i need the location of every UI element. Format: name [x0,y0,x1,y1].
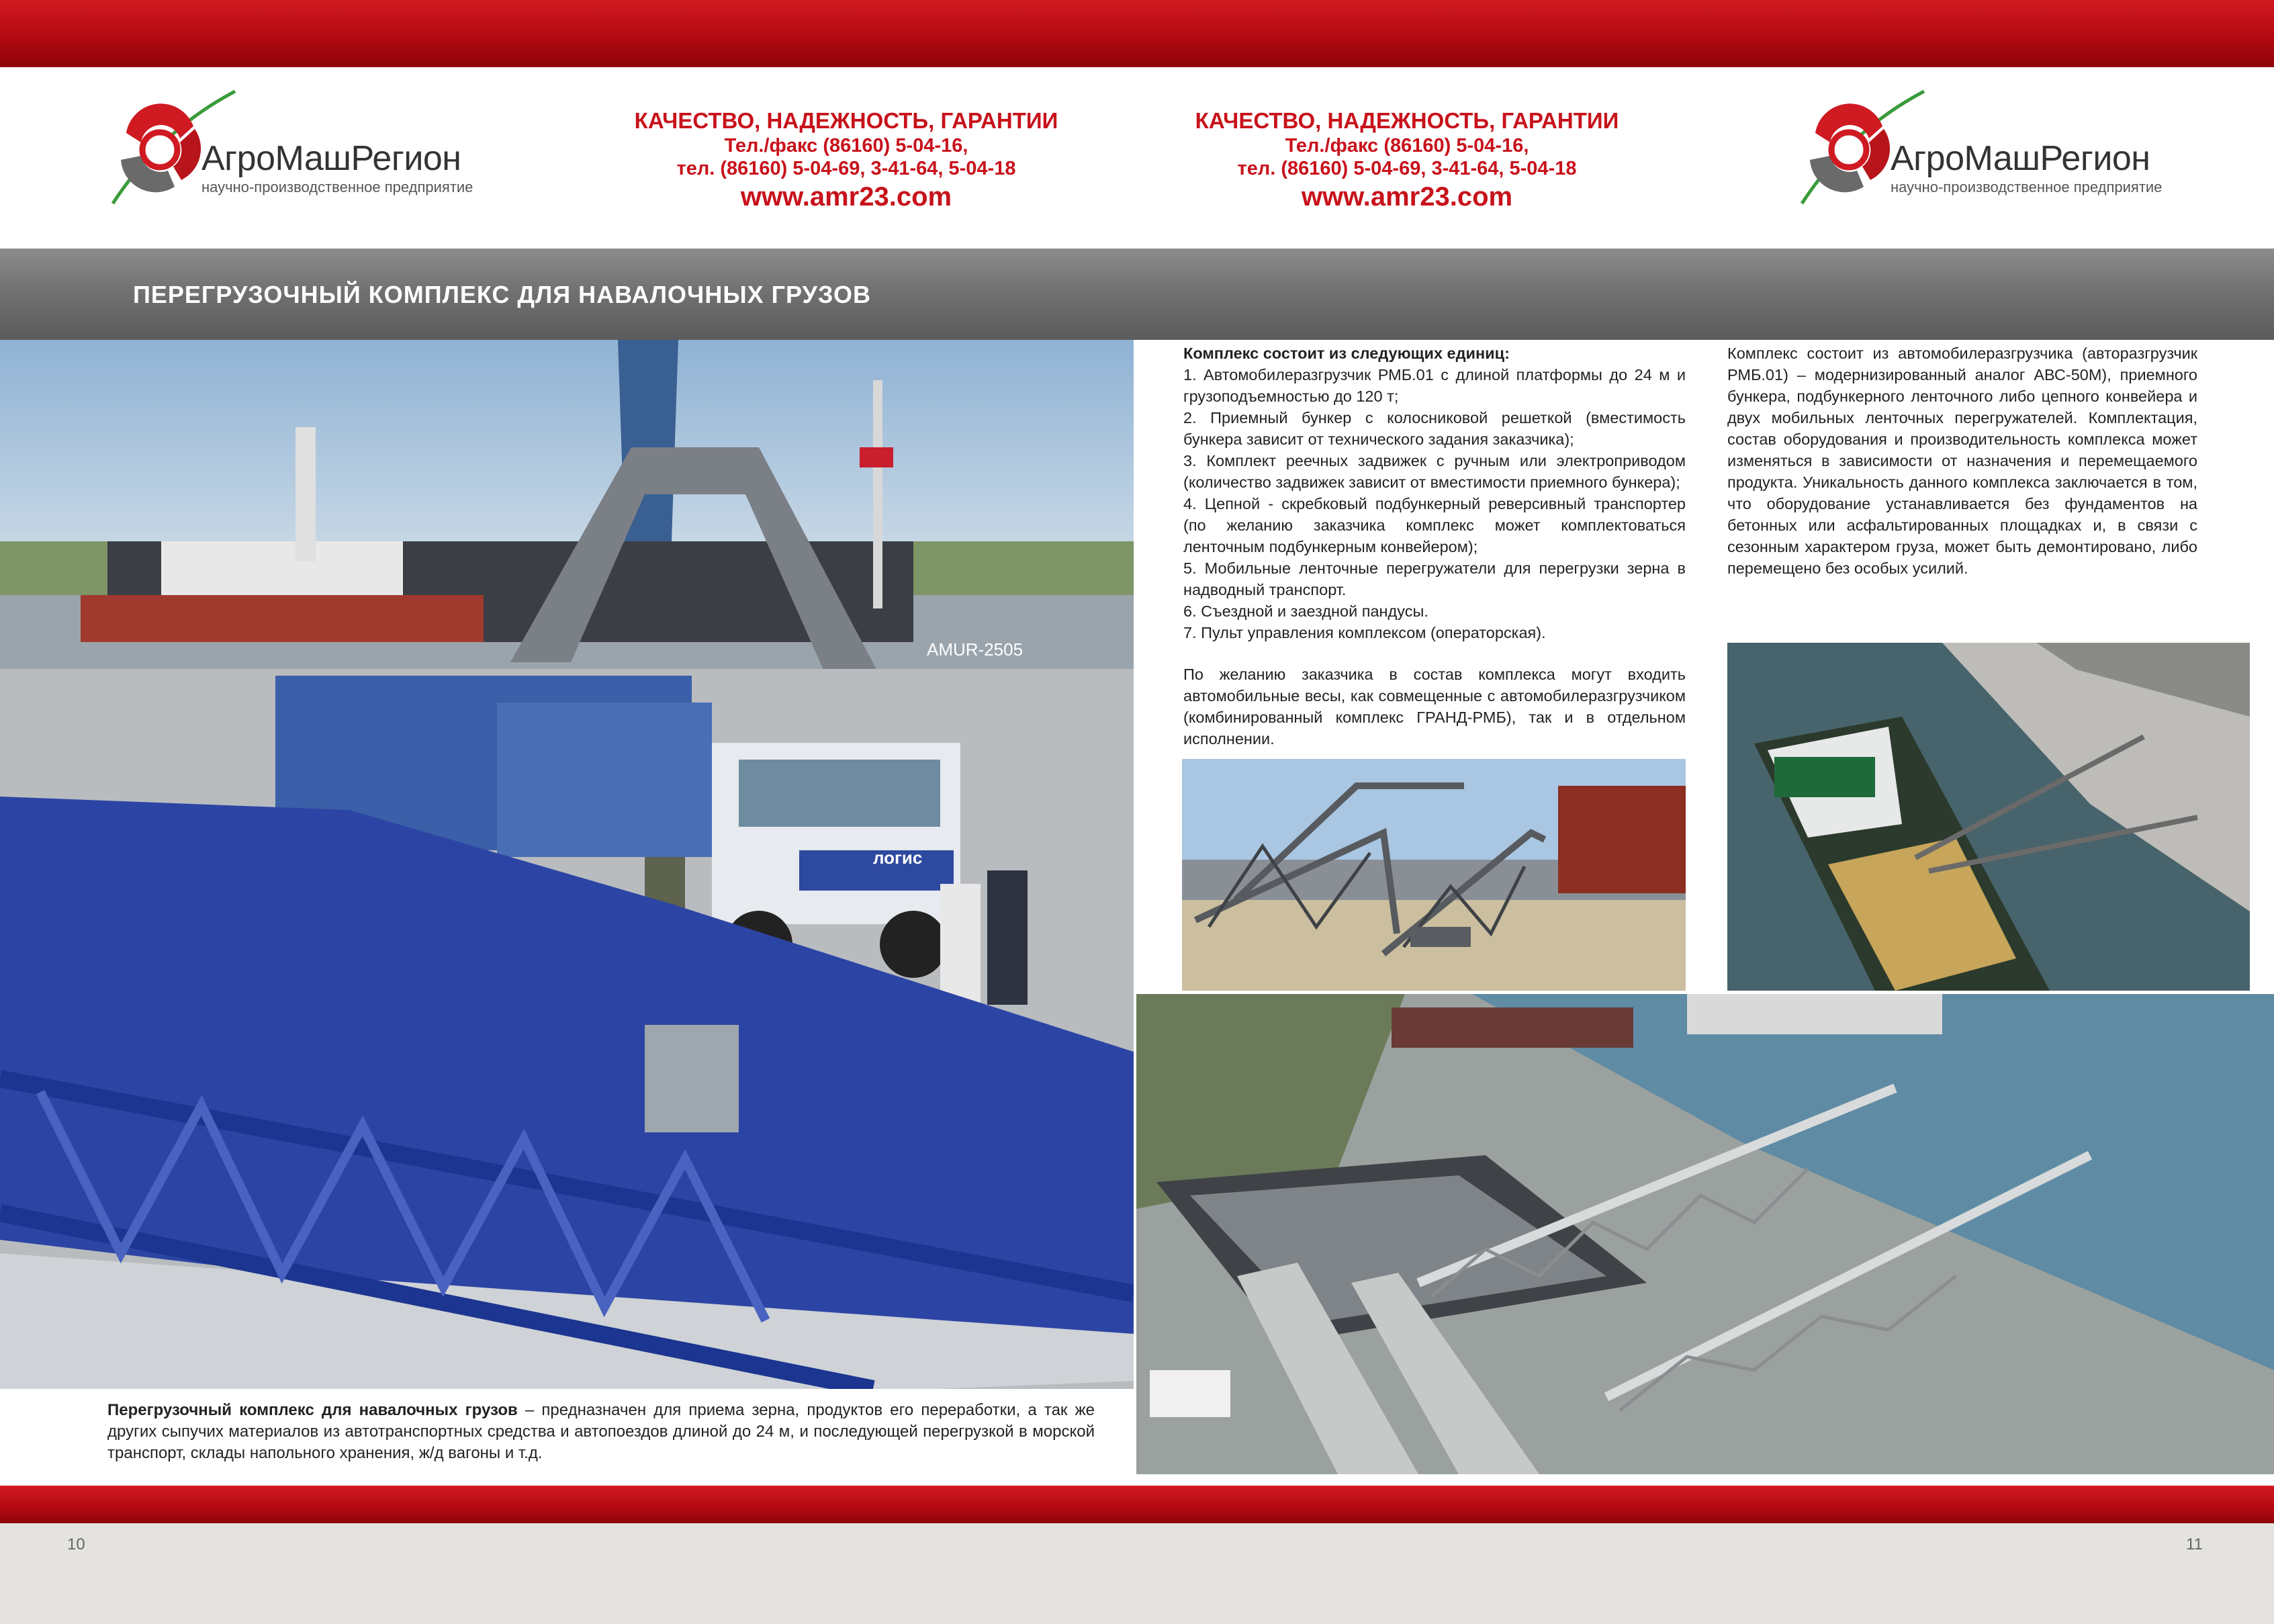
section-title-band [0,249,2274,340]
photo-truck-unloading [0,340,1134,1389]
components-item: 3. Комплект реечных задвижек с ручным или электроприводом (количество задвижек зависит от вместимости приемного бункера); [1183,452,1686,491]
contact-website[interactable]: www.amr23.com [740,182,952,212]
footer [0,1523,2274,1624]
components-item: 1. Автомобилеразгрузчик РМБ.01 с длиной платформы до 24 м и грузоподъемностью до 120 т; [1183,366,1686,405]
complex-description: Комплекс состоит из автомобилеразгрузчика (авторазгрузчик РМБ.01) – модернизированный аналог АВС-50М), приемного бункера, подбункерного ленточного либо цепного конвейера и двух мобильных ленточных перегружателей. Комплектация, состав оборудования и производительность комплекса может изменяться в зависимости от назначения и перемещаемого продукта. Уникальность данного комплекса заключается в том, что оборудование устанавливается без фундаментов на бетонных или асфальтированных площадках и, в связи с сезонным характером груза, может быть демонтировано, либо перемещено без особых усилий. [1727,345,2197,577]
contact-phone-fax: Тел./факс (86160) 5-04-16, [1285,135,1529,156]
contact-tagline: КАЧЕСТВО, НАДЕЖНОСТЬ, ГАРАНТИИ [634,108,1058,133]
components-item: 5. Мобильные ленточные перегружатели для перегрузки зерна в надводный транспорт. [1183,559,1686,598]
ship-hull-label: АМUR-2505 [927,639,1024,660]
bottom-red-band [0,1486,2274,1523]
photo-aerial-complex [1136,994,2274,1474]
brand-logo-right [1790,86,2193,240]
page-number-left: 10 [67,1535,85,1553]
components-note: По желанию заказчика в состав комплекса могут входить автомобильные весы, как совмещенные с автомобилеразгрузчиком (комбинированный комплекс ГРАНД-РМБ), так и в отдельном исполнении. [1183,666,1686,748]
truck-door-label: логис [873,848,923,868]
contact-phone-fax: Тел./факс (86160) 5-04-16, [724,135,968,156]
brand-name: АгроМашРегион [201,139,461,178]
brand-logo-left [101,86,504,240]
brand-subtitle: научно-производственное предприятие [201,179,473,195]
contact-block-right [1172,107,1642,214]
photo-conveyors-port [1182,759,1686,991]
section-title: ПЕРЕГРУЗОЧНЫЙ КОМПЛЕКС ДЛЯ НАВАЛОЧНЫХ ГРУЗОВ [133,281,872,308]
contact-tagline: КАЧЕСТВО, НАДЕЖНОСТЬ, ГАРАНТИИ [1195,108,1619,133]
contact-website[interactable]: www.amr23.com [1301,182,1513,212]
main-caption-text: – предназначен для приема зерна, продуктов его переработки, а так же других сыпучих материалов из автотранспортных средства и автопоездов длиной до 24 м, и последующей перегрузкой в морской транспорт, склады напольного хранения, ж/д вагоны и т.д. [107,1401,1095,1462]
components-item: 4. Цепной - скребковый подбункерный реверсивный транспортер (по желанию заказчика комплекс может комплектоваться ленточным подбункерным конвейером); [1183,495,1686,555]
components-item: 2. Приемный бункер с колосниковой решеткой (вместимость бункера зависит от технического задания заказчика); [1183,409,1686,448]
contact-phones: тел. (86160) 5-04-69, 3-41-64, 5-04-18 [1237,158,1577,179]
components-item: 6. Съездной и заездной пандусы. [1183,602,1428,620]
main-caption [107,1400,1095,1464]
photo-aerial-ship-loading [1727,643,2250,991]
main-caption-title: Перегрузочный комплекс для навалочных грузов [107,1401,518,1419]
top-red-band [0,0,2274,67]
brand-subtitle: научно-производственное предприятие [1891,179,2163,195]
contact-block-left [611,107,1081,214]
components-item: 7. Пульт управления комплексом (операторская). [1183,624,1546,641]
page-number-right: 11 [2186,1535,2203,1553]
components-list [1183,343,1686,750]
contact-phones: тел. (86160) 5-04-69, 3-41-64, 5-04-18 [676,158,1016,179]
components-heading: Комплекс состоит из следующих единиц: [1183,345,1510,362]
brand-name: АгроМашРегион [1891,139,2150,178]
